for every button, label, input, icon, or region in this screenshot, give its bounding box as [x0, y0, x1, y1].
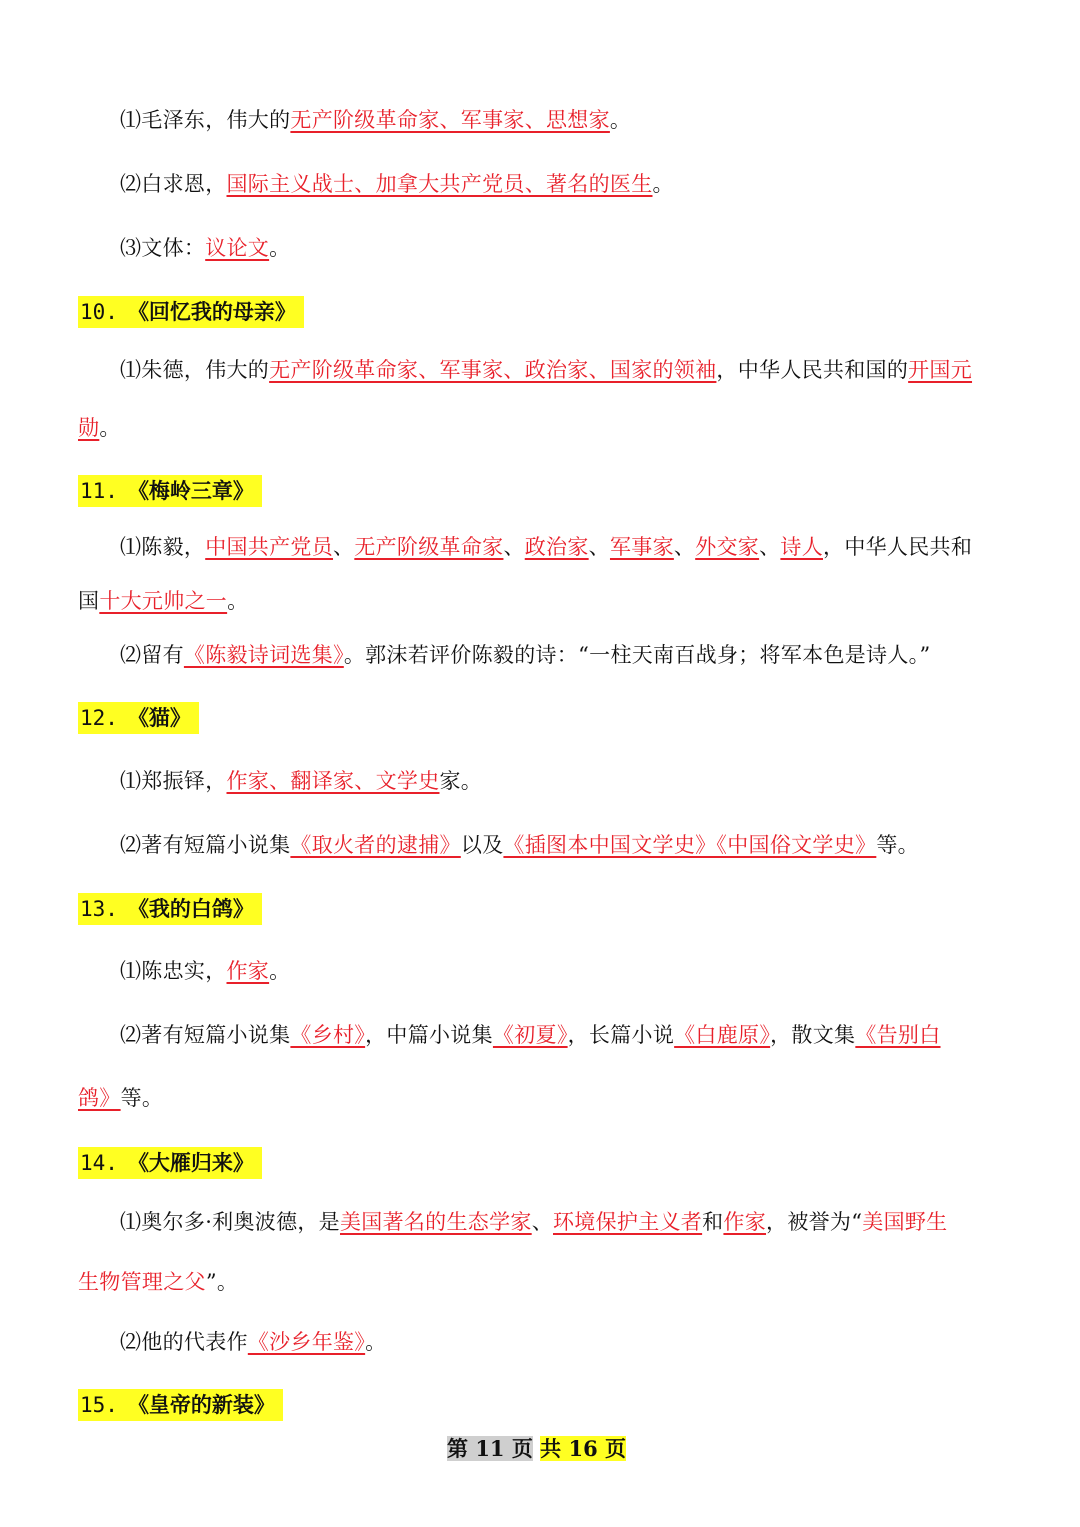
answer-text: 《初夏》 [492, 1023, 568, 1047]
s11-line-3 [120, 640, 930, 670]
s10-line-2 [78, 413, 121, 443]
section-title: 《回忆我的母亲》 [127, 299, 296, 324]
section-number: 11. [80, 479, 118, 503]
answer-text: 《沙乡年鉴》 [247, 1330, 366, 1354]
text: 、 [503, 535, 525, 559]
s13-line-1 [120, 956, 290, 986]
answer-text: 议论文 [205, 236, 270, 260]
answer-text: 政治家 [524, 535, 589, 559]
text: ”。 [205, 1270, 239, 1294]
answer-text: 美国野生 [862, 1210, 948, 1234]
s14-line-2 [78, 1267, 238, 1297]
section-heading-14 [78, 1147, 262, 1179]
text: ⑵著有短篇小说集 [120, 833, 291, 857]
answer-text: 环境保护主义者 [553, 1210, 703, 1234]
s14-line-1 [120, 1207, 947, 1237]
text: ⑵他的代表作 [120, 1330, 248, 1354]
answer-text: 《乡村》 [290, 1023, 366, 1047]
answer-text: 无产阶级革命家、军事家、思想家 [290, 108, 610, 132]
text: ⑴陈忠实， [120, 959, 227, 983]
answer-text: 美国著名的生态学家 [339, 1210, 532, 1234]
text: ⑴郑振铎， [120, 769, 227, 793]
text: 国 [78, 589, 100, 613]
answer-text: 《陈毅诗词选集》 [183, 643, 344, 667]
answer-text: 国际主义战士、加拿大共产党员、著名的医生 [226, 172, 653, 196]
text: 、 [531, 1210, 553, 1234]
s11-line-2 [78, 586, 248, 616]
answer-text: 无产阶级革命家、军事家、政治家、国家的领袖 [269, 358, 717, 382]
text: ⑵白求恩， [120, 172, 227, 196]
page-label: 第 [447, 1436, 468, 1461]
text: 以及 [460, 833, 504, 857]
text: 。 [365, 1330, 387, 1354]
answer-text: 十大元帅之一 [99, 589, 228, 613]
s13-line-3 [78, 1083, 163, 1113]
text: ，散文集 [770, 1023, 856, 1047]
s9-line-3 [120, 233, 290, 263]
section-title: 《大雁归来》 [127, 1150, 254, 1175]
text: ，中华人民共和国的 [716, 358, 909, 382]
text: 。 [99, 416, 121, 440]
section-heading-15 [78, 1389, 283, 1421]
current-page-number: 11 [475, 1436, 505, 1461]
total-page-number: 16 [568, 1436, 598, 1461]
text: 。 [269, 959, 291, 983]
answer-text: 鸽》 [78, 1086, 121, 1110]
section-number: 14. [80, 1151, 118, 1175]
answer-text: 作家、翻译家、文学史 [226, 769, 440, 793]
text: 、 [673, 535, 696, 559]
section-number: 10. [80, 300, 118, 324]
s9-line-2 [120, 169, 674, 199]
answer-text: 《取火者的逮捕》 [290, 833, 461, 857]
page-indicator [447, 1434, 626, 1464]
text: 等。 [876, 833, 919, 857]
answer-text: 外交家 [695, 535, 760, 559]
text: 。 [227, 589, 249, 613]
answer-text: 《白鹿原》 [674, 1023, 771, 1047]
page-label: 页 [605, 1436, 627, 1461]
s9-line-1 [120, 105, 631, 135]
answer-text: 诗人 [780, 535, 824, 559]
section-title: 《我的白鸽》 [127, 896, 254, 921]
text: 、 [588, 535, 610, 559]
section-heading-13 [78, 893, 262, 925]
section-title: 《梅岭三章》 [127, 478, 254, 503]
text: ，长篇小说 [567, 1023, 675, 1047]
text: 和 [702, 1210, 724, 1234]
answer-text: 《告别白 [855, 1023, 941, 1047]
total-label: 共 [540, 1436, 562, 1461]
answer-text: 生物管理之父 [78, 1270, 206, 1294]
section-title: 《皇帝的新装》 [127, 1392, 275, 1417]
s11-line-1 [120, 532, 972, 562]
s13-line-2 [120, 1020, 941, 1050]
text: ⑴朱德，伟大的 [120, 358, 270, 382]
text: ，被誉为“ [766, 1210, 863, 1234]
text: ⑴奥尔多·利奥波德，是 [120, 1210, 340, 1234]
answer-text: 中国共产党员 [205, 535, 334, 559]
text: 、 [333, 535, 355, 559]
s12-line-2 [120, 830, 919, 860]
answer-text: 开国元 [908, 358, 973, 382]
answer-text: 勋 [78, 416, 100, 440]
text: 、 [759, 535, 781, 559]
text: ，中华人民共和 [823, 535, 973, 559]
text: ⑵留有 [120, 643, 184, 667]
s14-line-3 [120, 1327, 386, 1357]
s10-line-1 [120, 355, 972, 385]
text: 。 [652, 172, 674, 196]
answer-text: 《插图本中国文学史》《中国俗文学史》 [503, 833, 877, 857]
text: ⑵著有短篇小说集 [120, 1023, 291, 1047]
section-number: 12. [80, 706, 118, 730]
text: 家。 [439, 769, 483, 793]
text: 等。 [120, 1086, 164, 1110]
section-title: 《猫》 [127, 705, 191, 730]
section-heading-12 [78, 702, 199, 734]
text: ⑶文体： [120, 236, 206, 260]
answer-text: 作家 [226, 959, 270, 983]
section-heading-10 [78, 296, 304, 328]
answer-text: 军事家 [609, 535, 674, 559]
answer-text: 作家 [723, 1210, 767, 1234]
text: ⑴毛泽东，伟大的 [120, 108, 291, 132]
text: ⑴陈毅， [120, 535, 206, 559]
section-heading-11 [78, 475, 262, 507]
section-number: 13. [80, 897, 118, 921]
page-label: 页 [511, 1436, 533, 1461]
text: 。郭沫若评价陈毅的诗：“一柱天南百战身；将军本色是诗人。” [343, 643, 931, 667]
section-number: 15. [80, 1393, 118, 1417]
s12-line-1 [120, 766, 482, 796]
answer-text: 无产阶级革命家 [354, 535, 504, 559]
text: 。 [269, 236, 291, 260]
text: 。 [609, 108, 632, 132]
text: ，中篇小说集 [365, 1023, 493, 1047]
